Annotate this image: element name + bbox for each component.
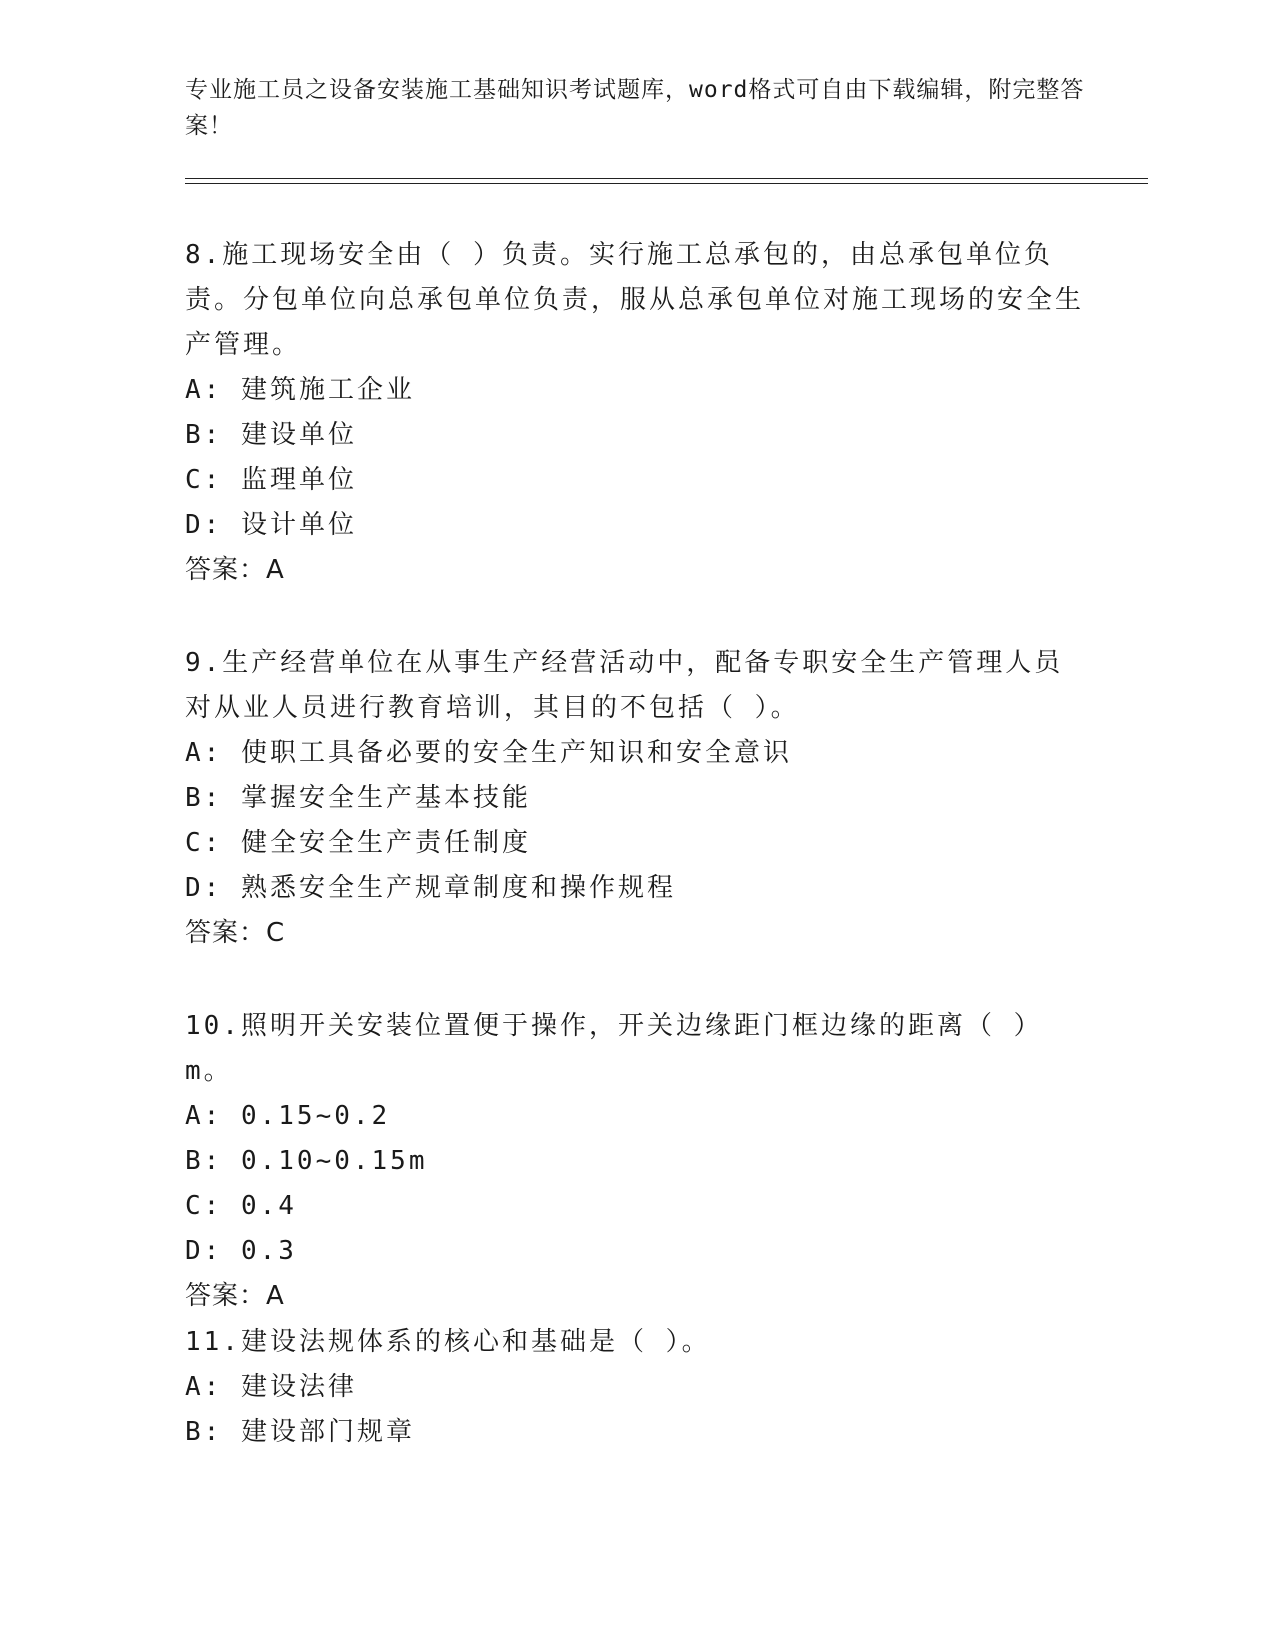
option-b: B: 建设单位 [185,420,357,450]
option-b: B: 0.10~0.15m [185,1146,428,1176]
header-divider-bottom [185,183,1148,184]
option-d: D: 设计单位 [185,510,357,540]
option-a: A: 使职工具备必要的安全生产知识和安全意识 [185,738,792,768]
answer: 答案：A [185,1281,285,1311]
question-stem: 8.施工现场安全由（ ）负责。实行施工总承包的，由总承包单位负责。分包单位向总承包单位负责，服从总承包单位对施工现场的安全生产管理。 [185,240,1085,360]
option-a: A: 0.15~0.2 [185,1101,391,1131]
option-d: D: 熟悉安全生产规章制度和操作规程 [185,873,676,903]
question-stem: 9.生产经营单位在从事生产经营活动中，配备专职安全生产管理人员对从业人员进行教育培训，其目的不包括（ ）。 [185,648,1064,723]
option-b: B: 掌握安全生产基本技能 [185,783,531,813]
document-header: 专业施工员之设备安装施工基础知识考试题库，word格式可自由下载编辑，附完整答案！ [185,77,1085,139]
option-c: C: 监理单位 [185,465,357,495]
header-divider-top [185,178,1148,179]
answer: 答案：A [185,555,285,585]
option-b: B: 建设部门规章 [185,1417,415,1447]
answer: 答案：C [185,918,286,948]
question-stem: 10.照明开关安装位置便于操作，开关边缘距门框边缘的距离（ ）m。 [185,1011,1043,1086]
question-11 [185,1320,1085,1455]
question-10 [185,1004,1085,1319]
option-c: C: 0.4 [185,1191,297,1221]
option-d: D: 0.3 [185,1236,297,1266]
question-9 [185,641,1085,956]
question-8 [185,233,1085,593]
option-a: A: 建筑施工企业 [185,375,415,405]
option-c: C: 健全安全生产责任制度 [185,828,531,858]
question-stem: 11.建设法规体系的核心和基础是（ ）。 [185,1327,711,1357]
option-a: A: 建设法律 [185,1372,357,1402]
